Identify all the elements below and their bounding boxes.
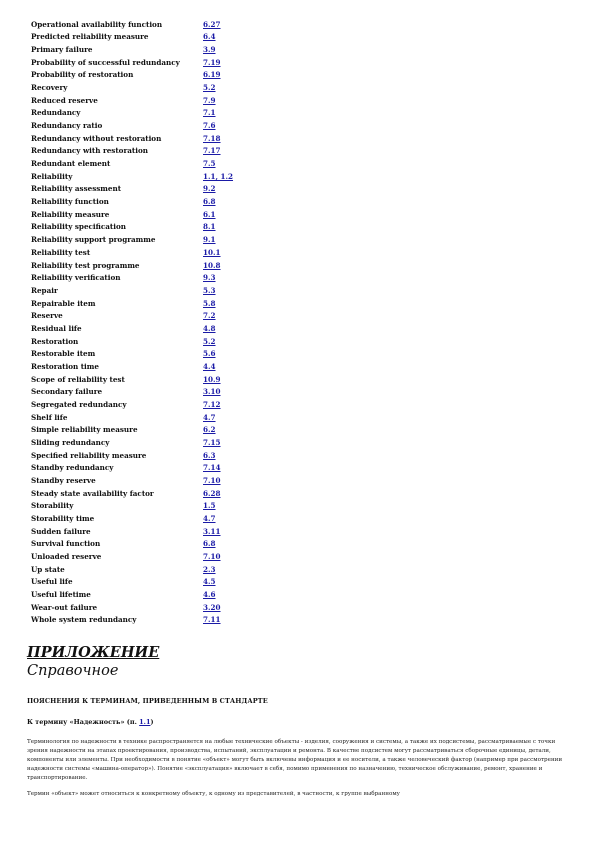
index-term: Reliability measure [31, 209, 110, 219]
index-ref-cell [203, 449, 233, 462]
index-ref-link[interactable]: 9.1 [203, 235, 216, 245]
index-row [31, 487, 233, 500]
index-ref-link[interactable]: 7.10 [203, 475, 221, 485]
index-term: Whole system redundancy [31, 615, 137, 625]
term-reference-prefix: К термину «Надежность» (п. [27, 718, 140, 726]
index-ref-cell [203, 297, 233, 310]
index-term: Wear-out failure [31, 602, 98, 612]
index-term: Sudden failure [31, 526, 91, 536]
index-row [31, 500, 233, 513]
index-ref-cell [203, 69, 233, 82]
index-ref-link[interactable]: 7.2 [203, 311, 216, 321]
index-ref-cell [203, 360, 233, 373]
index-ref-link[interactable]: 6.8 [203, 197, 216, 207]
index-term: Reduced reserve [31, 95, 98, 105]
index-row [31, 195, 233, 208]
index-row [31, 436, 233, 449]
index-term: Residual life [31, 323, 82, 333]
index-term: Storability time [31, 513, 95, 523]
index-ref-link[interactable]: 7.11 [203, 615, 221, 625]
index-ref-link[interactable]: 6.3 [203, 450, 216, 460]
index-ref-cell [203, 512, 233, 525]
index-row [31, 43, 233, 56]
index-row [31, 474, 233, 487]
index-term: Useful life [31, 577, 73, 587]
index-row [31, 512, 233, 525]
index-ref-link[interactable]: 4.7 [203, 513, 216, 523]
term-index-table [31, 18, 233, 626]
index-ref-cell [203, 487, 233, 500]
index-row [31, 56, 233, 69]
index-ref-cell [203, 132, 233, 145]
index-row [31, 208, 233, 221]
index-ref-link[interactable]: 6.2 [203, 425, 216, 435]
index-ref-cell [203, 462, 233, 475]
index-row [31, 170, 233, 183]
index-ref-cell [203, 322, 233, 335]
index-row [31, 576, 233, 589]
index-ref-link[interactable]: 6.1 [203, 209, 216, 219]
index-ref-link[interactable]: 1.5 [203, 501, 216, 511]
explanation-paragraph-2: Термин «объект» может относиться к конкретному объекту, к одному из представителей, в частности, к группе выбранному [27, 790, 400, 797]
index-term: Storability [31, 501, 74, 511]
index-term: Operational availability function [31, 19, 163, 29]
index-ref-link[interactable]: 5.2 [203, 83, 216, 93]
index-term: Secondary failure [31, 387, 103, 397]
index-ref-cell [203, 335, 233, 348]
index-term: Reliability function [31, 197, 109, 207]
index-ref-cell [203, 424, 233, 437]
index-term: Reliability test programme [31, 260, 140, 270]
index-row [31, 385, 233, 398]
index-row [31, 309, 233, 322]
index-term: Repairable item [31, 298, 96, 308]
index-ref-cell [203, 157, 233, 170]
index-ref-link[interactable]: 3.10 [203, 387, 221, 397]
index-ref-cell [203, 183, 233, 196]
index-ref-cell [203, 81, 233, 94]
index-ref-cell [203, 614, 233, 627]
index-ref-link[interactable]: 7.6 [203, 121, 216, 131]
index-term: Scope of reliability test [31, 374, 125, 384]
index-row [31, 145, 233, 158]
index-ref-cell [203, 284, 233, 297]
index-ref-link[interactable]: 8.1 [203, 222, 216, 232]
index-term: Primary failure [31, 45, 93, 55]
index-term: Standby redundancy [31, 463, 114, 473]
index-term: Reliability support programme [31, 235, 156, 245]
index-term: Reserve [31, 311, 63, 321]
index-term: Redundancy without restoration [31, 133, 162, 143]
index-term: Segregated redundancy [31, 399, 127, 409]
index-ref-cell [203, 18, 233, 31]
index-ref-cell [203, 525, 233, 538]
index-ref-link[interactable]: 4.4 [203, 361, 216, 371]
index-ref-link[interactable]: 6.8 [203, 539, 216, 549]
index-ref-link[interactable]: 2.3 [203, 564, 216, 574]
index-term: Redundancy ratio [31, 121, 103, 131]
index-row [31, 601, 233, 614]
index-row [31, 69, 233, 82]
index-ref-link[interactable]: 10.9 [203, 374, 221, 384]
index-ref-link[interactable]: 7.14 [203, 463, 221, 473]
index-ref-link[interactable]: 9.3 [203, 273, 216, 283]
index-term: Useful lifetime [31, 589, 91, 599]
index-row [31, 525, 233, 538]
index-ref-cell [203, 208, 233, 221]
index-row [31, 94, 233, 107]
index-ref-cell [203, 500, 233, 513]
index-ref-link[interactable]: 9.2 [203, 184, 216, 194]
index-ref-cell [203, 347, 233, 360]
index-term: Probability of restoration [31, 70, 134, 80]
index-row [31, 233, 233, 246]
index-ref-cell [203, 411, 233, 424]
index-ref-cell [203, 31, 233, 44]
index-row [31, 411, 233, 424]
index-term: Reliability specification [31, 222, 126, 232]
index-ref-cell [203, 309, 233, 322]
index-ref-link[interactable]: 3.9 [203, 45, 216, 55]
index-row [31, 550, 233, 563]
index-row [31, 107, 233, 120]
section-title: ПОЯСНЕНИЯ К ТЕРМИНАМ, ПРИВЕДЕННЫМ В СТАНДАРТЕ [27, 697, 268, 705]
index-row [31, 18, 233, 31]
index-row [31, 373, 233, 386]
index-row [31, 398, 233, 411]
index-term: Restoration time [31, 361, 99, 371]
index-term: Repair [31, 285, 58, 295]
index-ref-link[interactable]: 7.1 [203, 108, 216, 118]
index-row [31, 462, 233, 475]
index-row [31, 614, 233, 627]
index-ref-cell [203, 56, 233, 69]
index-ref-link[interactable]: 6.19 [203, 70, 221, 80]
index-ref-link[interactable]: 5.6 [203, 349, 216, 359]
index-ref-cell [203, 119, 233, 132]
index-row [31, 81, 233, 94]
index-ref-link[interactable]: 3.11 [203, 526, 221, 536]
index-ref-link[interactable]: 10.1 [203, 247, 221, 257]
index-ref-cell [203, 385, 233, 398]
index-row [31, 271, 233, 284]
appendix-subtitle: Справочное [27, 663, 119, 679]
index-row [31, 360, 233, 373]
index-ref-cell [203, 398, 233, 411]
index-ref-cell [203, 195, 233, 208]
index-term: Reliability assessment [31, 184, 122, 194]
index-row [31, 297, 233, 310]
index-term: Shelf life [31, 412, 68, 422]
index-term: Probability of successful redundancy [31, 57, 180, 67]
index-ref-cell [203, 576, 233, 589]
index-row [31, 335, 233, 348]
index-ref-link[interactable]: 7.19 [203, 57, 221, 67]
index-ref-link[interactable]: 5.2 [203, 336, 216, 346]
index-ref-cell [203, 474, 233, 487]
index-ref-cell [203, 271, 233, 284]
index-ref-link[interactable]: 4.7 [203, 412, 216, 422]
index-ref-link[interactable]: 6.28 [203, 488, 221, 498]
index-ref-cell [203, 94, 233, 107]
index-ref-link[interactable]: 7.18 [203, 133, 221, 143]
index-ref-cell [203, 538, 233, 551]
index-term: Reliability verification [31, 273, 121, 283]
index-row [31, 322, 233, 335]
term-reference-link[interactable]: 1.1 [139, 718, 151, 726]
appendix-title: ПРИЛОЖЕНИЕ [27, 644, 160, 661]
index-row [31, 221, 233, 234]
index-term: Simple reliability measure [31, 425, 138, 435]
index-ref-link[interactable]: 3.20 [203, 602, 221, 612]
index-page [31, 18, 571, 626]
index-row [31, 157, 233, 170]
index-ref-link[interactable]: 6.27 [203, 19, 221, 29]
index-ref-cell [203, 563, 233, 576]
index-term: Restoration [31, 336, 79, 346]
index-term: Steady state availability factor [31, 488, 154, 498]
index-ref-link[interactable]: 4.8 [203, 323, 216, 333]
index-ref-cell [203, 601, 233, 614]
index-term: Restorable item [31, 349, 96, 359]
index-ref-link[interactable]: 1.1, 1.2 [203, 171, 234, 181]
explanation-paragraph: Терминология по надежности в технике распространяется на любые технические объекты - изделия, сооружения и системы, а также их подсистемы, рассматриваемые с точки зрения надежности на этапах проектирования, производства, испытаний, эксплуатации и ремонта. В качестве подсистем могут рассматриваться сборочные единицы, детали, компоненты или элементы. При необходимости в понятие «объект» могут быть включены информация и ее носители, а также человеческий фактор (например при рассмотрении надежности системы «машина-оператор»). Понятие «эксплуатация» включает в себя, помимо применения по назначению, техническое обслуживание, ремонт, хранение и транспортирование. [27, 739, 563, 781]
index-ref-link[interactable]: 6.4 [203, 32, 216, 42]
index-ref-link[interactable]: 7.12 [203, 399, 221, 409]
index-ref-link[interactable]: 5.8 [203, 298, 216, 308]
index-term: Specified reliability measure [31, 450, 147, 460]
index-ref-cell [203, 259, 233, 272]
index-row [31, 588, 233, 601]
index-term: Reliability [31, 171, 73, 181]
index-ref-cell [203, 550, 233, 563]
index-term: Unloaded reserve [31, 551, 102, 561]
appendix-section [27, 644, 572, 798]
index-ref-cell [203, 436, 233, 449]
index-ref-cell [203, 170, 233, 183]
term-reference-suffix: ) [150, 718, 154, 726]
index-term: Survival function [31, 539, 101, 549]
index-ref-cell [203, 43, 233, 56]
index-row [31, 538, 233, 551]
index-row [31, 347, 233, 360]
index-ref-link[interactable]: 10.8 [203, 260, 221, 270]
index-ref-link[interactable]: 4.5 [203, 577, 216, 587]
index-ref-link[interactable]: 7.10 [203, 551, 221, 561]
index-term: Reliability test [31, 247, 91, 257]
index-ref-link[interactable]: 7.5 [203, 159, 216, 169]
index-ref-link[interactable]: 5.3 [203, 285, 216, 295]
term-reference [27, 718, 572, 726]
term-index-body [31, 18, 233, 626]
index-ref-cell [203, 107, 233, 120]
index-row [31, 284, 233, 297]
index-ref-link[interactable]: 7.15 [203, 437, 221, 447]
index-row [31, 246, 233, 259]
index-term: Standby reserve [31, 475, 96, 485]
index-term: Redundancy [31, 108, 81, 118]
index-row [31, 132, 233, 145]
index-row [31, 119, 233, 132]
index-ref-cell [203, 588, 233, 601]
index-ref-link[interactable]: 7.17 [203, 146, 221, 156]
index-ref-cell [203, 233, 233, 246]
index-ref-link[interactable]: 4.6 [203, 589, 216, 599]
index-term: Predicted reliability measure [31, 32, 149, 42]
index-ref-cell [203, 221, 233, 234]
index-row [31, 449, 233, 462]
index-row [31, 183, 233, 196]
index-ref-cell [203, 145, 233, 158]
index-row [31, 424, 233, 437]
index-row [31, 563, 233, 576]
index-ref-cell [203, 246, 233, 259]
index-term: Recovery [31, 83, 68, 93]
index-ref-cell [203, 373, 233, 386]
index-term: Redundant element [31, 159, 111, 169]
index-ref-link[interactable]: 7.9 [203, 95, 216, 105]
index-row [31, 31, 233, 44]
index-term: Redundancy with restoration [31, 146, 148, 156]
index-row [31, 259, 233, 272]
index-term: Up state [31, 564, 65, 574]
index-term: Sliding redundancy [31, 437, 110, 447]
